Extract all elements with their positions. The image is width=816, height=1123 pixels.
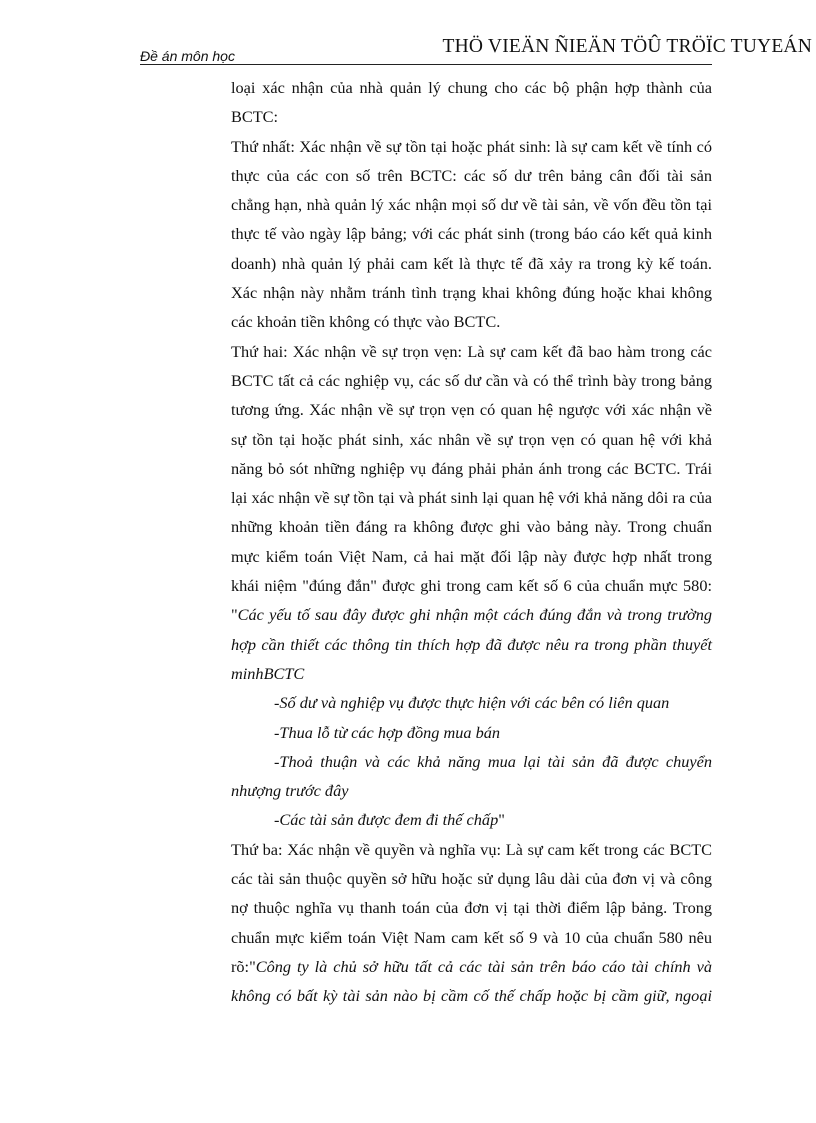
list-item-continuation: nhượng trước đây	[231, 781, 349, 801]
list-item: -Thua lỗ từ các hợp đồng mua bán	[274, 722, 501, 742]
text-line-quote-start	[231, 952, 712, 981]
quote-lead: rõ:"	[231, 956, 256, 976]
text-line: không có bất kỳ tài sản nào bị cầm cố thế chấp hoặc bị cầm giữ, ngoại	[231, 986, 712, 1006]
text-line: chẳng hạn, nhà quản lý xác nhận mọi số dư về tài sản, về vốn đều tồn tại	[231, 195, 712, 215]
text-line: thực tế vào ngày lập bảng; với các phát sinh (trong báo cáo kết quả kinh	[231, 224, 712, 244]
text-line: thực của các con số trên BCTC: các số dư trên bảng cân đối tài sản	[231, 165, 712, 185]
list-item: -Thoả thuận và các khả năng mua lại tài sản đã được chuyển	[274, 751, 712, 771]
text-line: các khoản tiền không có thực vào BCTC.	[231, 312, 501, 332]
list-item-quote-end	[231, 805, 712, 834]
text-line: Thứ hai: Xác nhận về sự trọn vẹn: Là sự cam kết đã bao hàm trong các	[231, 341, 712, 361]
header-library-title: THÖ VIEÄN ÑIEÄN TÖÛ TRÖÏC TUYEÁN	[442, 36, 812, 57]
text-line: Thứ nhất: Xác nhận về sự tồn tại hoặc phát sinh: là sự cam kết về tính có	[231, 136, 712, 156]
text-line-quote-start	[231, 600, 712, 629]
text-line: nợ thuộc nghĩa vụ thanh toán của đơn vị tại thời điểm lập bảng. Trong	[231, 898, 712, 918]
text-line: Thứ ba: Xác nhận về quyền và nghĩa vụ: Là sự cam kết trong các BCTC	[231, 839, 712, 859]
text-line: sự tồn tại hoặc phát sinh, xác nhân về sự trọn vẹn có quan hệ với khả	[231, 429, 712, 449]
document-body	[231, 73, 712, 1011]
quoted-text: Công ty là chủ sở hữu tất cả các tài sản trên báo cáo tài chính và	[255, 956, 712, 976]
text-line: khái niệm "đúng đắn" được ghi trong cam kết số 6 của chuẩn mực 580:	[231, 576, 712, 596]
text-line: BCTC tất cả các nghiệp vụ, các số dư cần và có thể trình bày trong bảng	[231, 370, 712, 390]
quoted-text: Các yếu tố sau đây được ghi nhận một cách đúng đắn và trong trường	[237, 605, 712, 625]
text-line: những khoản tiền đáng ra không được ghi vào bảng này. Trong chuẩn	[231, 517, 712, 537]
text-line: loại xác nhận của nhà quản lý chung cho các bộ phận hợp thành của	[231, 78, 712, 97]
text-line: hợp cần thiết các thông tin thích hợp đã được nêu ra trong phần thuyết	[231, 634, 712, 654]
text-line: lại xác nhận về sự tồn tại và phát sinh lại quan hệ với khả năng dôi ra của	[231, 488, 712, 508]
page-header	[140, 30, 812, 64]
header-course-label: Đề án môn học	[140, 48, 235, 64]
text-line: BCTC:	[231, 107, 279, 127]
text-line: tương ứng. Xác nhận về sự trọn vẹn có quan hệ ngược với xác nhận về	[231, 400, 712, 420]
text-line: doanh) nhà quản lý phải cam kết là thực tế đã xảy ra trong kỳ kế toán.	[231, 253, 712, 273]
quote-mark: "	[231, 605, 238, 625]
quote-mark: "	[498, 810, 505, 830]
text-line: năng bỏ sót những nghiệp vụ đáng phải phản ánh trong các BCTC. Trái	[231, 458, 712, 478]
text-line: Xác nhận này nhằm tránh tình trạng khai không đúng hoặc khai không	[231, 283, 712, 303]
text-line: mực kiểm toán Việt Nam, cả hai mặt đối lập này được hợp nhất trong	[231, 546, 712, 566]
header-divider	[140, 64, 712, 65]
text-line: các tài sản thuộc quyền sở hữu hoặc sử dụng lâu dài của đơn vị và công	[231, 869, 712, 889]
text-line: chuẩn mực kiểm toán Việt Nam cam kết số 9 và 10 của chuẩn 580 nêu	[231, 927, 712, 947]
text-line: minhBCTC	[231, 663, 305, 683]
list-item: -Số dư và nghiệp vụ được thực hiện với các bên có liên quan	[274, 693, 670, 713]
quoted-text: -Các tài sản được đem đi thế chấp	[274, 810, 499, 830]
